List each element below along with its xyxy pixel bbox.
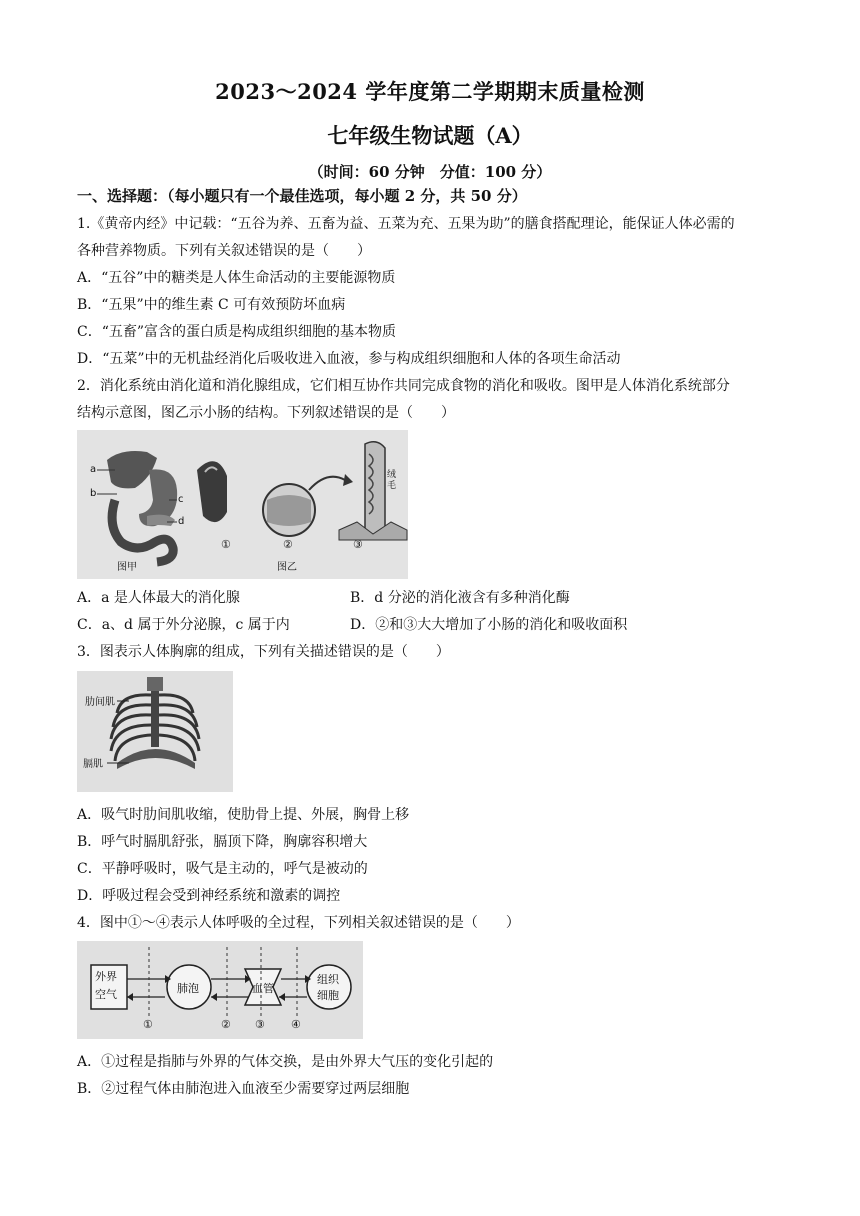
fig-label-n3: ③ [255,1018,265,1031]
fig-label-cell-line2: 细胞 [317,989,339,1002]
fig-label-n1: ① [221,538,231,551]
fig-caption-1: 图甲 [117,562,137,573]
fig-label-a: a [90,464,97,475]
q2-option-a: A．a 是人体最大的消化腺 [77,590,240,606]
exam-title: 2023～2024 学年度第二学期期末质量检测 [215,79,645,104]
q3-option-a: A．吸气时肋间肌收缩，使肋骨上提、外展，胸骨上移 [77,807,410,823]
q1-stem-line1: 1.《黄帝内经》中记载：“五谷为养、五畜为益、五菜为充、五果为助”的膳食搭配理论，能保证人体必需的 [77,216,735,232]
q1-option-a: A．“五谷”中的糖类是人体生命活动的主要能源物质 [77,270,396,286]
respiration-process-figure [77,941,363,1039]
q1-option-c: C．“五畜”富含的蛋白质是构成组织细胞的基本物质 [77,324,397,340]
fig-label-alveoli: 肺泡 [177,982,199,995]
q3-stem: 3．图表示人体胸廓的组成，下列有关描述错误的是（ ） [77,644,450,660]
thorax-figure [77,671,233,792]
q1-option-b: B．“五果”中的维生素 C 可有效预防坏血病 [77,297,346,313]
fig-label-vessel: 血管 [252,982,274,995]
section-heading: 一、选择题：（每小题只有一个最佳选项，每小题 2 分，共 50 分） [77,187,527,205]
q3-option-b: B．呼气时膈肌舒张，膈顶下降，胸廓容积增大 [77,834,368,850]
q2-stem-line2: 结构示意图，图乙示小肠的结构。下列叙述错误的是（ ） [77,405,455,421]
q2-option-c: C．a、d 属于外分泌腺，c 属于内 [77,617,290,633]
fig-label-n3: ③ [353,538,363,551]
fig-label-cell-line1: 组织 [317,973,339,986]
fig-label-n1: ① [143,1018,153,1031]
q4-stem: 4．图中①～④表示人体呼吸的全过程，下列相关叙述错误的是（ ） [77,915,520,931]
fig-label-air-line2: 空气 [95,988,117,1001]
q2-option-b: B．d 分泌的消化液含有多种消化酶 [350,590,570,606]
fig-caption-2: 图乙 [277,562,297,573]
q2-option-d: D．②和③大大增加了小肠的消化和吸收面积 [350,617,628,633]
fig-label-d: d [178,516,185,527]
fig-label-n4: ④ [291,1018,301,1031]
fig-label-villus: 绒毛 [387,470,397,491]
exam-subtitle: 七年级生物试题（A） [327,123,533,148]
fig-label-b: b [90,488,97,499]
q4-option-a: A．①过程是指肺与外界的气体交换，是由外界大气压的变化引起的 [77,1054,494,1070]
digestive-system-figure [77,430,408,579]
exam-info: （时间：60 分钟 分值：100 分） [308,163,552,181]
fig-label-diaphragm: 膈肌 [83,759,103,770]
q2-stem-line1: 2．消化系统由消化道和消化腺组成，它们相互协作共同完成食物的消化和吸收。图甲是人体消化系统部分 [77,378,730,394]
fig-label-c: c [178,494,184,505]
fig-label-air-line1: 外界 [95,970,117,983]
q1-option-d: D．“五菜”中的无机盐经消化后吸收进入血液，参与构成组织细胞和人体的各项生命活动 [77,351,621,367]
q4-option-b: B．②过程气体由肺泡进入血液至少需要穿过两层细胞 [77,1081,410,1097]
q3-option-d: D．呼吸过程会受到神经系统和激素的调控 [77,888,341,904]
fig-label-intercostal: 肋间肌 [85,697,115,708]
fig-label-n2: ② [221,1018,231,1031]
fig-label-n2: ② [283,538,293,551]
q3-option-c: C．平静呼吸时，吸气是主动的，呼气是被动的 [77,861,368,877]
q1-stem-line2: 各种营养物质。下列有关叙述错误的是（ ） [77,243,371,259]
